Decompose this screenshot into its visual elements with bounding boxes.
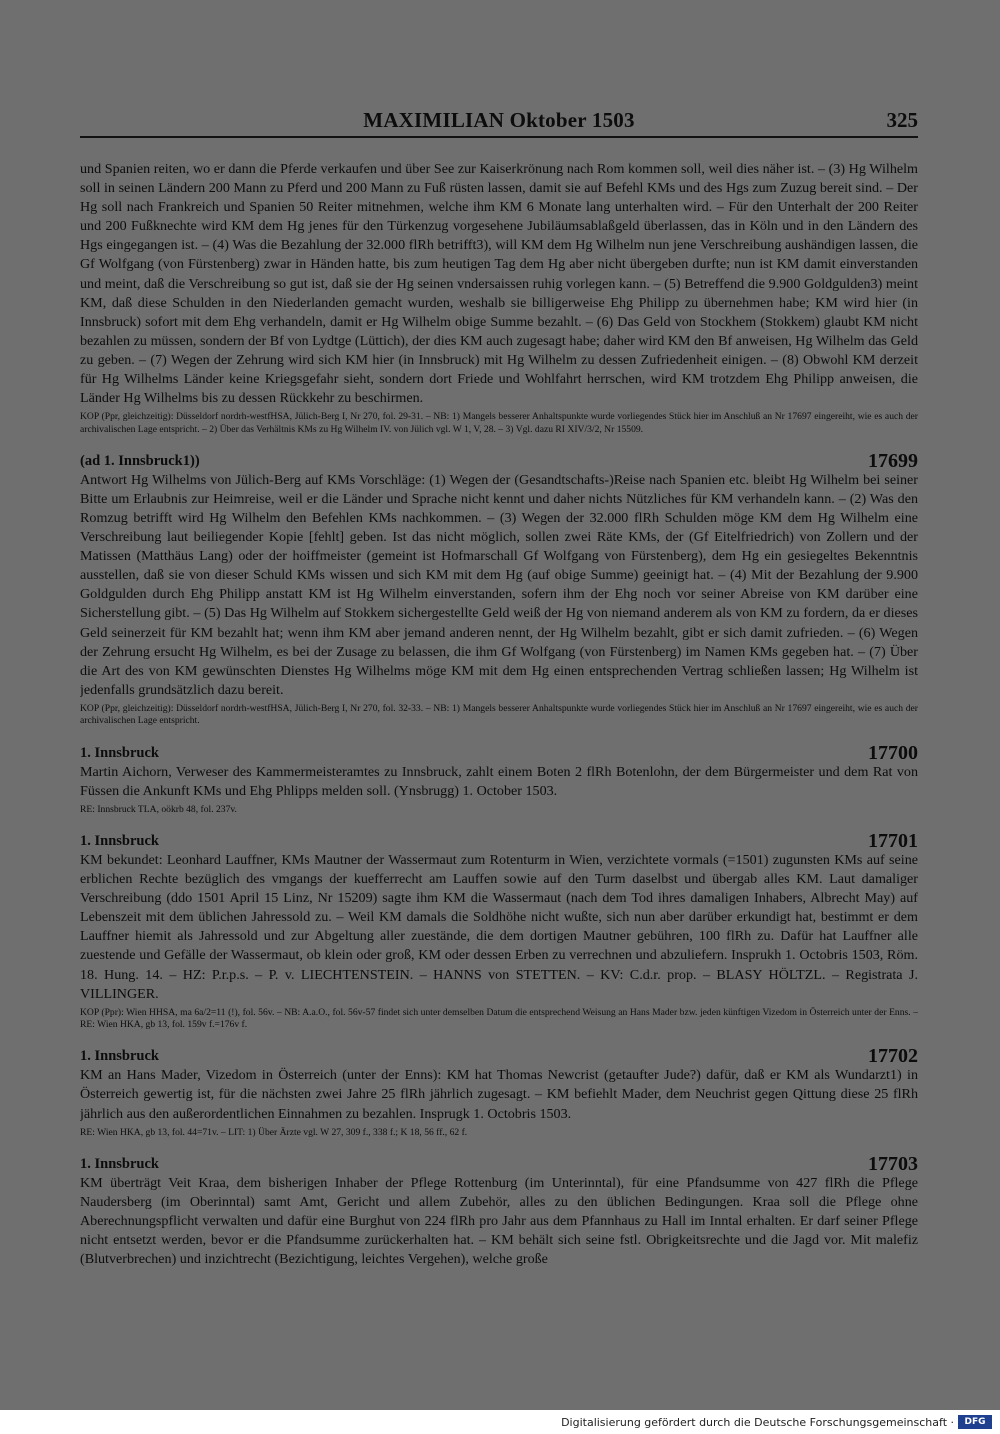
header-rule <box>80 136 918 138</box>
entry-number: 17701 <box>868 830 918 853</box>
entry-heading <box>80 449 918 471</box>
entry-number: 17700 <box>868 741 918 764</box>
entry-date: 1. Innsbruck <box>80 1048 159 1065</box>
entry-note: KOP (Ppr, gleichzeitig): Düsseldorf nordrh-westfHSA, Jülich-Berg I, Nr 270, fol. 32-33. – NB: 1) Mangels besserer Anhaltspunkte wurde vorliegendes Stück hier im Anschluß an Nr 17697 eingereiht, wie es auch der archivalischen Lage entspricht. <box>80 702 918 727</box>
entry-text: KM bekundet: Leonhard Lauffner, KMs Mautner der Wassermaut zum Rotenturm in Wien, verzichtete vormals (=1501) zugunsten KMs auf seine erblichen Rechte bezüglich des vmgangs der kuefferrecht am Lauffen sowie auf den Turm daselbst und übergab alles KM. Laut damaliger Verschreibung (ddo 1501 April 15 Linz, Nr 15209) sagte ihm KM die Wassermaut (nach dem Tod ihres damaligen Inhabers, Albrecht May) auf Lebenszeit mit dem üblichen Jahressold zu. – Weil KM damals die Soldhöhe nicht wußte, sich nun aber darüber erkundigt hat, bestimmt er dem Lauffner hiemit als Jahressold und zur Abgeltung aller zueständе, die dem dortigen Mautner gebühren, 100 flRh zu. Dafür hat Lauffner alle zuestende und Gefälle der Wassermaut, ob klein oder groß, KM oder dessen Erben zu verrechnen und abzuliefern. Insprukh 1. Octobris 1503, Röm. 18. Hung. 14. – HZ: P.r.p.s. – P. v. LIECHTENSTEIN. – HANNS von STETTEN. – KV: C.d.r. prop. – BLASY HÖLTZL. – Registrata J. VILLINGER. <box>80 852 918 1002</box>
entry-text: Antwort Hg Wilhelms von Jülich-Berg auf KMs Vorschläge: (1) Wegen der (Gesandtschafts-)Reise nach Spanien etc. bleibt Hg Wilhelm bei seiner Bitte um Erlaubnis zur Heimreise, weil er die Länder und Sprache nicht kennt und daher nichts Nützliches für KM verhandeln kann. – (2) Was den Romzug betrifft wird Hg Wilhelm den Befehlen KMs nachkommen. – (3) Wegen der 32.000 flRh Schulden möge KM dem Hg Wilhelm eine Verschreibung laut beiliegender Kopie [fehlt] geben. Ist das nicht möglich, sollen zwei Räte KMs, der (Gf Eitelfriedrich) von Zollern und der Matissen (Matthäus Lang) oder der hoiffmeister (gemeint ist Hofmarschall Gf Wolfgang von Fürstenberg), dem Hg ein gesiegeltes Bekenntnis ausstellen, daß sie von dieser Schuld KMs wissen und sich KM mit dem Hg (auf obige Summe) geeinigt hat. – (4) Mit der Bezahlung der 9.900 Goldgulden durch Ehg Philipp anstatt KM ist Hg Wilhelm einverstanden, sofern ihm der Ehg noch vor seiner Abreise von KM darüber eine Sicherstellung gibt. – (5) Das Hg Wilhelm auf Stokkem sichergestellte Geld weiß der Hg von niemand anderem als von KM zu fordern, da er dieses Geld seinerzeit für KM bezahlt hat; wenn ihm KM aber jemand anderen nennt, der Hg Wilhelm bezahlt, gibt er sich damit zufrieden. – (6) Wegen der Zehrung ersucht Hg Wilhelm, es bei der Zusage zu belassen, die ihm Gf Wolfgang (von Fürstenberg) im Namen KMs gegeben hat. – (7) Über die Art des von KM gewünschten Dienstes Hg Wilhelms möge KM mit dem Hg einen entsprechenden Vertrag schließen lassen; Hg Wilhelm ist jedenfalls grundsätzlich dazu bereit. <box>80 471 918 698</box>
entry-note: KOP (Ppr): Wien HHSA, ma 6a/2=11 (!), fol. 56v. – NB: A.a.O., fol. 56v-57 findet sich unter demselben Datum die entsprechend Weisung an Hans Mader bzw. jeden künftigen Vizedom in Österreich unter der Enns. – RE: Wien HKA, gb 13, fol. 159v f.=176v f. <box>80 1006 918 1031</box>
regest-entry-17702 <box>80 1044 918 1139</box>
entry-date: (ad 1. Innsbruck1)) <box>80 452 200 469</box>
entry-note: RE: Wien HKA, gb 13, fol. 44=71v. – LIT: 1) Über Ärzte vgl. W 27, 309 f., 338 f.; K 18, 56 ff., 62 f. <box>80 1126 468 1138</box>
entry-date: 1. Innsbruck <box>80 744 159 761</box>
entry-number: 17699 <box>868 449 918 472</box>
footer-bar <box>0 1410 1000 1434</box>
entry-text: Martin Aichorn, Verweser des Kammermeisteramtes zu Innsbruck, zahlt einem Boten 2 flRh Botenlohn, der dem Bürgermeister und dem Rat von Füssen die Ankunft KMs und Ehg Phlipps melden soll. (Ynsbrugg) 1. October 1503. <box>80 763 918 799</box>
entry-text: KM überträgt Veit Kraa, dem bisherigen Inhaber der Pflege Rottenburg (im Unterinntal), für eine Pfandsumme von 427 flRh die Pflege Naudersberg (im Oberinntal) samt Amt, Gericht und allem Zubehör, alles zu den üblichen Bedingungen. Kraa soll die Pflege ohne Aberechnungspflicht verwalten und dafür eine Burghut von 224 flRh pro Jahr aus dem Pfannhaus zu Hall im Inntal erhalten. Er darf seiner Pflege nicht entsetzt werden, bevor er die Pfandsumme zurückerhalten hat. – KM behält sich seine fstl. Obrigkeitsrechte und die Jagd vor. Mit malefiz (Blutverbrechen) und inzichtrecht (Bezichtigung, leichtes Vergehen), welche große <box>80 1174 918 1268</box>
regest-entry-17701 <box>80 829 918 1031</box>
regest-entry-17700 <box>80 741 918 816</box>
entry-heading <box>80 1152 918 1174</box>
entry-date: 1. Innsbruck <box>80 833 159 850</box>
entry-date: 1. Innsbruck <box>80 1155 159 1172</box>
entry-number: 17702 <box>868 1045 918 1068</box>
intro-text: und Spanien reiten, wo er dann die Pferde verkaufen und über See zur Kaiserkrönung nach Rom kommen soll, weil dies näher ist. – (3) Hg Wilhelm soll in seinen Ländern 200 Mann zu Pferd und 200 Mann zu Fuß rüsten lassen, damit sie auf Befehl KMs und des Hgs zum Zuzug bereit sind. – Der Hg soll nach Frankreich und Spanien 50 Reiter mitnehmen, welche ihm KM 6 Monate lang unterhalten wird. – Für den Unterhalt der 200 Reiter und 200 Fußknechte wird KM dem Hg jenes für den Türkenzug vorgesehene Jubiläumsablaßgeld überlassen, das in Köln und in den Ländern des Hgs eingegangen ist. – (4) Was die Bezahlung der 32.000 flRh betrifft3), will KM dem Hg Wilhelm nun jene Verschreibung aushändigen lassen, die Gf Wolfgang (von Fürstenberg) zwar in Händen hatte, bis zum heutigen Tag dem Hg aber nicht übergeben durfte; nun ist KM damit einverstanden und meint, daß die Verschreibung so gut ist, daß sie der Hg seinen vndersaissen ruhig vorlegen kann. – (5) Betreffend die 9.900 Goldgulden3) meint KM, daß diese Schulden in den Niederlanden gemacht wurden, weshalb sie billigerweise Ehg Philipp zu übernehmen habe; KM wird hier (in Innsbruck) sofort mit dem Ehg verhandeln, damit er Hg Wilhelm obige Summe bezahlt. – (6) Das Geld von Stockhem (Stokkem) glaubt KM nicht bezahlen zu müssen, sondern der Bf von Lydtge (Lüttich), der dies KM auch zugesagt habe; daher wird KM den Bf anweisen, Hg Wilhelm das Geld zu geben. – (7) Wegen der Zehrung wird sich KM hier (in Innsbruck) mit Hg Wilhelm zu dessen Zufriedenheit einigen. – (8) Obwohl KM derzeit für Hg Wilhelms Länder keine Kriegsgefahr sieht, sondern dort Friede und Wohlfahrt herrschen, wird KM trotzdem Ehg Philipp anweisen, die Länder Hg Wilhelms bis zu dessen Rückkehr zu beschirmen. <box>80 161 918 407</box>
entry-heading <box>80 741 918 763</box>
running-title: MAXIMILIAN Oktober 1503 <box>363 108 635 132</box>
entry-heading <box>80 1044 918 1066</box>
funding-credit: Digitalisierung gefördert durch die Deutsche Forschungsgemeinschaft · <box>561 1416 954 1429</box>
entry-text: KM an Hans Mader, Vizedom in Österreich (unter der Enns): KM hat Thomas Newcrist (getaufter Jude?) dafür, daß er KM als Wundarzt1) in Österreich gewertig ist, für die nächsten zwei Jahre 25 flRh jährlich zugesagt. – KM befiehlt Mader, dem Neuchrist gegen Qittung diese 25 flRh jährlich aus den außerordentlichen Einnahmen zu bezahlen. Insprugk 1. Octobris 1503. <box>80 1067 918 1122</box>
page-content <box>80 160 918 1360</box>
entry-heading <box>80 829 918 851</box>
entry-number: 17703 <box>868 1152 918 1175</box>
intro-note: KOP (Ppr, gleichzeitig): Düsseldorf nordrh-westfHSA, Jülich-Berg I, Nr 270, fol. 29-31. – NB: 1) Mangels besserer Anhaltspunkte wurde vorliegendes Stück hier im Anschluß an Nr 17697 eingereiht, wie es auch der archivalischen Lage entspricht. – 2) Über das Verhältnis KMs zu Hg Wilhelm IV. von Jülich vgl. W 1, V, 28. – 3) Vgl. dazu RI XIV/3/2, Nr 15509. <box>80 411 918 435</box>
regest-entry-17703 <box>80 1152 918 1269</box>
page-header <box>80 108 918 144</box>
entry-note: RE: Innsbruck TLA, oökrb 48, fol. 237v. <box>80 803 237 815</box>
page-number: 325 <box>886 108 918 132</box>
dfg-logo: DFG <box>958 1415 992 1429</box>
regest-entry-17699 <box>80 449 918 728</box>
